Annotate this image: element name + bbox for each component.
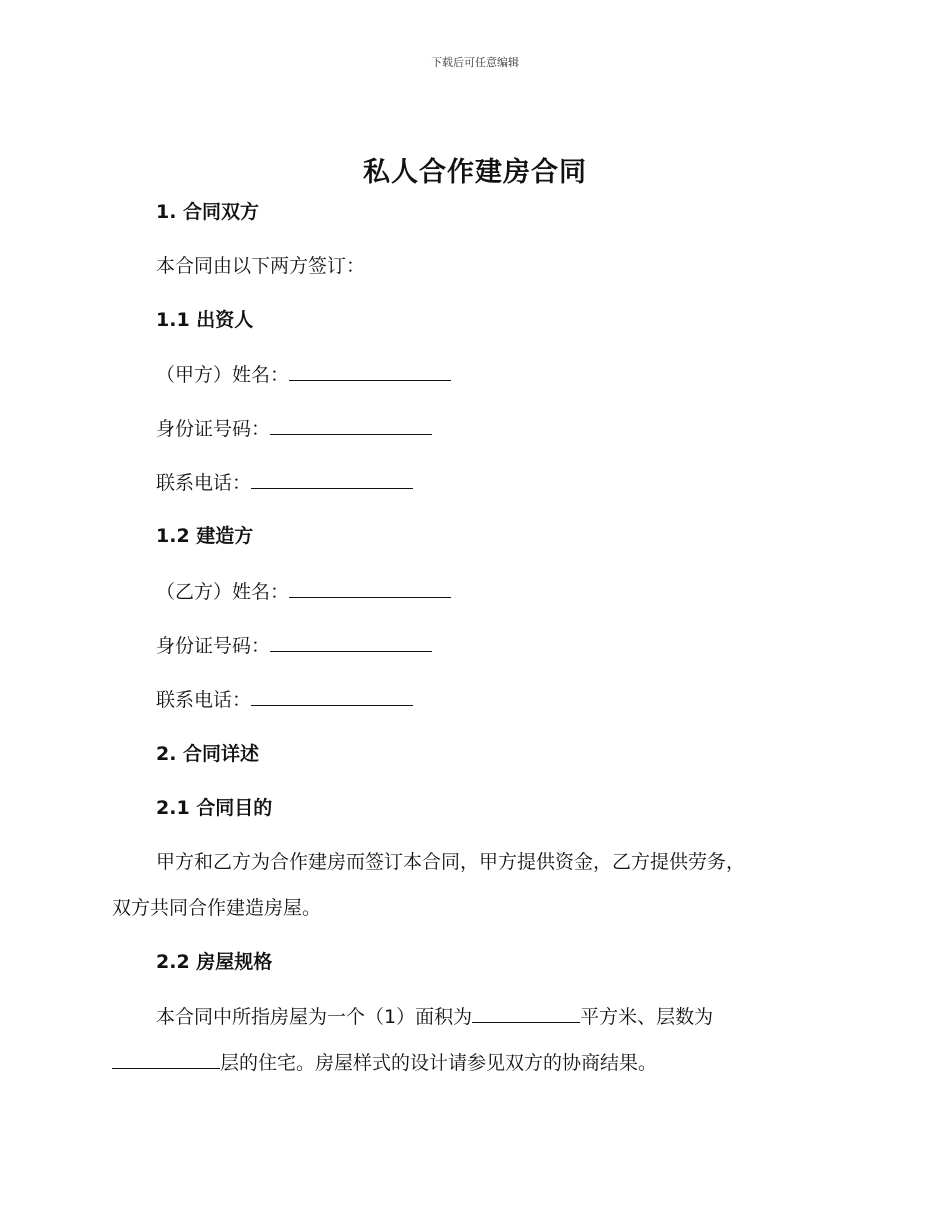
investor-name-row — [156, 360, 451, 389]
document-title: 私人合作建房合同 — [363, 157, 587, 188]
investor-phone-label: 联系电话： — [156, 472, 252, 494]
section-1-intro: 本合同由以下两方签订： — [156, 255, 366, 277]
purpose-heading: 2.1 合同目的 — [156, 797, 273, 819]
spec-heading: 2.2 房屋规格 — [156, 951, 273, 973]
purpose-paragraph-line-1: 甲方和乙方为合作建房而签订本合同，甲方提供资金，乙方提供劳务， — [156, 851, 746, 873]
spec-text-a: 本合同中所指房屋为一个（1）面积为 — [156, 1006, 473, 1028]
investor-phone-blank — [251, 468, 413, 489]
spec-text-b: 平方米、层数为 — [580, 1006, 714, 1028]
builder-name-blank — [289, 577, 451, 598]
area-blank — [472, 1002, 580, 1023]
spec-text-c: 层的住宅。房屋样式的设计请参见双方的协商结果。 — [220, 1052, 658, 1074]
investor-phone-row — [156, 468, 413, 497]
section-2-heading: 2. 合同详述 — [156, 743, 260, 765]
section-1-heading: 1. 合同双方 — [156, 201, 260, 223]
floors-blank — [112, 1048, 220, 1069]
builder-heading: 1.2 建造方 — [156, 525, 254, 547]
builder-name-label: （乙方）姓名： — [156, 581, 290, 603]
builder-id-row — [156, 631, 432, 660]
builder-phone-row — [156, 685, 413, 714]
investor-id-label: 身份证号码： — [156, 418, 271, 440]
purpose-paragraph-line-2: 双方共同合作建造房屋。 — [112, 897, 322, 919]
investor-id-blank — [270, 414, 432, 435]
spec-paragraph-line-1 — [156, 1002, 713, 1031]
builder-id-label: 身份证号码： — [156, 635, 271, 657]
builder-id-blank — [270, 631, 432, 652]
builder-phone-label: 联系电话： — [156, 689, 252, 711]
page-header-note: 下载后可任意编辑 — [431, 56, 519, 69]
builder-name-row — [156, 577, 451, 606]
investor-id-row — [156, 414, 432, 443]
builder-phone-blank — [251, 685, 413, 706]
spec-paragraph-line-2 — [112, 1048, 657, 1077]
investor-name-label: （甲方）姓名： — [156, 364, 290, 386]
investor-name-blank — [289, 360, 451, 381]
investor-heading: 1.1 出资人 — [156, 309, 254, 331]
